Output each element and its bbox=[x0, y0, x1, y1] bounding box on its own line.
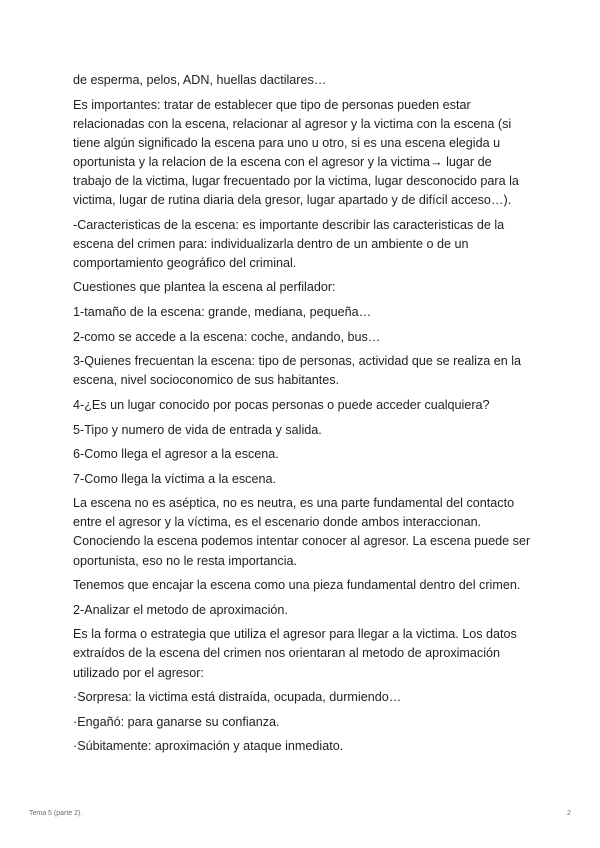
paragraph: Tenemos que encajar la escena como una pieza fundamental dentro del crimen. bbox=[73, 578, 521, 593]
list-item: 4-¿Es un lugar conocido por pocas personas o puede acceder cualquiera? bbox=[73, 397, 490, 412]
list-item: 6-Como llega el agresor a la escena. bbox=[73, 447, 279, 462]
footer-title: Tema 5 (parte 2). bbox=[29, 810, 83, 817]
bullet-item: ·Súbitamente: aproximación y ataque inmediato. bbox=[73, 739, 344, 754]
page-number: 2 bbox=[567, 810, 571, 817]
paragraph: de esperma, pelos, ADN, huellas dactilares… bbox=[73, 73, 327, 87]
paragraph: La escena no es aséptica, no es neutra, es una parte fundamental del contacto entre el agresor y la víctima, es el escenario donde ambos interaccionan. Conociendo la escena podemos intentar conocer al agresor. La escena puede ser oportunista, eso no le resta importancia. bbox=[73, 496, 531, 568]
bullet-item: ·Sorpresa: la victima está distraída, ocupada, durmiendo… bbox=[73, 690, 402, 705]
list-item: 2-como se accede a la escena: coche, andando, bus… bbox=[73, 329, 381, 344]
paragraph: Cuestiones que plantea la escena al perfilador: bbox=[73, 280, 336, 295]
page-body bbox=[73, 71, 533, 762]
paragraph: Es importantes: tratar de establecer que tipo de personas pueden estar relacionadas con la escena, relacionar al agresor y la victima con la escena (si tiene algún significado la escena para uno u otro, si es una escena elegida u oportunista y la relacion de la escena con el agresor y la victima→ lugar de trabajo de la victima, lugar frecuentado por la victima, lugar desconocido para la victima, lugar de rutina diaria dela gresor, lugar apartado y de difícil acceso…). bbox=[73, 97, 519, 208]
list-item: 1-tamaño de la escena: grande, mediana, pequeña… bbox=[73, 305, 372, 320]
paragraph: Es la forma o estrategia que utiliza el agresor para llegar a la victima. Los datos extraídos de la escena del crimen nos orientaran al metodo de aproximación utilizado por el agresor: bbox=[73, 627, 517, 680]
bullet-item: ·Engañó: para ganarse su confianza. bbox=[73, 714, 280, 729]
section-heading: 2-Analizar el metodo de aproximación. bbox=[73, 602, 288, 617]
paragraph: -Caracteristicas de la escena: es importante describir las caracteristicas de la escena del crimen para: individualizarla dentro de un ambiente o de un comportamiento geográfico del criminal. bbox=[73, 217, 505, 270]
list-item: 3-Quienes frecuentan la escena: tipo de personas, actividad que se realiza en la escena, nivel socioconomico de sus habitantes. bbox=[73, 354, 522, 388]
list-item: 5-Tipo y numero de vida de entrada y salida. bbox=[73, 422, 322, 437]
list-item: 7-Como llega la víctima a la escena. bbox=[73, 471, 276, 486]
